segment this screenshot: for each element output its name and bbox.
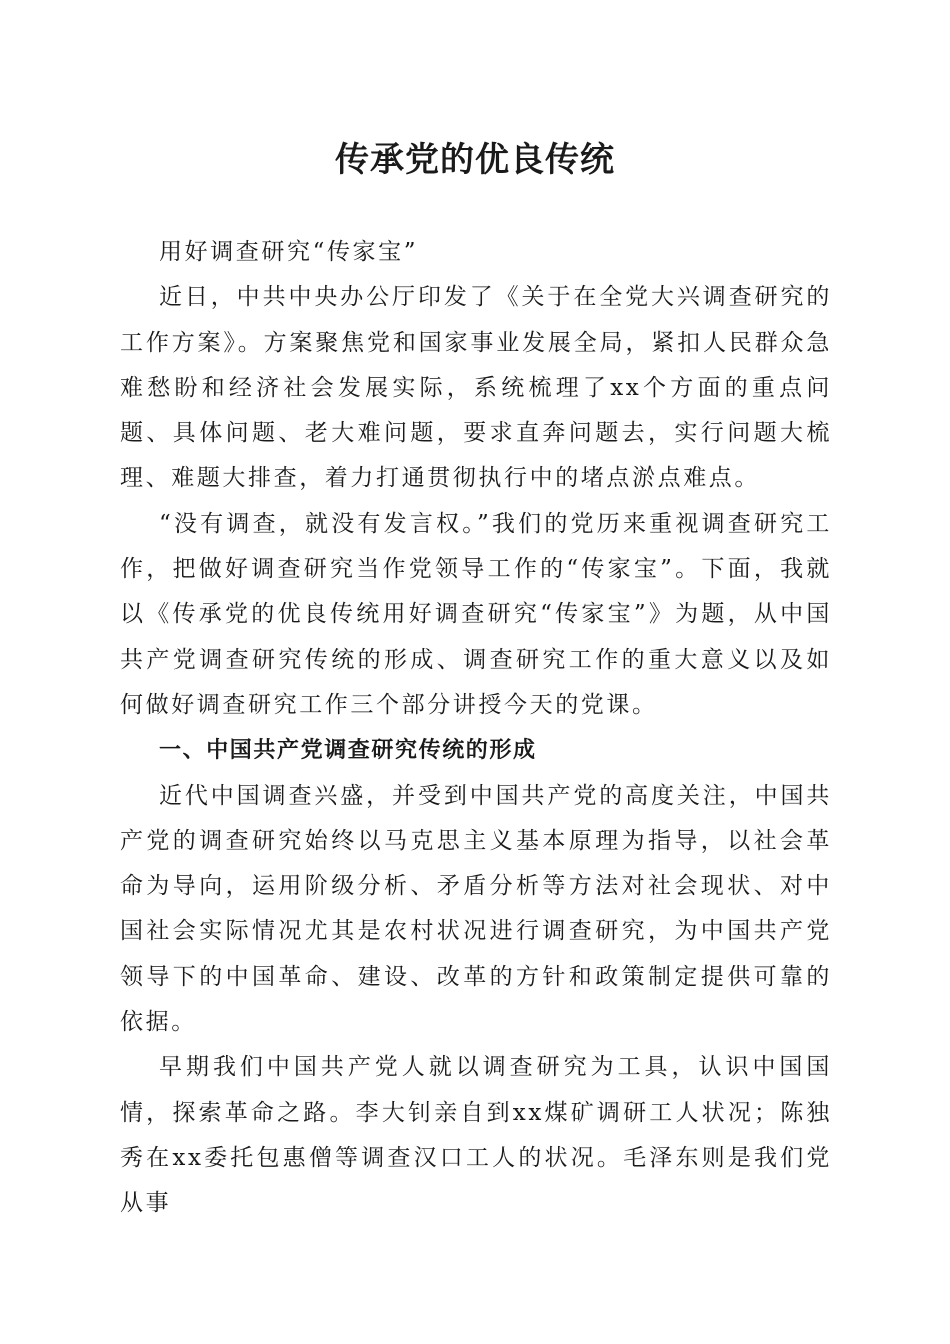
intro-paragraph-1: 近日，中共中央办公厅印发了《关于在全党大兴调查研究的工作方案》。方案聚焦党和国家事业发展全局，紧扣人民群众急难愁盼和经济社会发展实际，系统梳理了xx个方面的重点问题、具体问题、老大难问题，要求直奔问题去，实行问题大梳理、难题大排查，着力打通贯彻执行中的堵点淤点难点。 [120, 284, 832, 492]
section-heading-1: 一、中国共产党调查研究传统的形成 [159, 738, 537, 764]
section1-paragraph-1: 近代中国调查兴盛，并受到中国共产党的高度关注，中国共产党的调查研究始终以马克思主义基本原理为指导，以社会革命为导向，运用阶级分析、矛盾分析等方法对社会现状、对中国社会实际情况尤其是农村状况进行调查研究，为中国共产党领导下的中国革命、建设、改革的方针和政策制定提供可靠的依据。 [120, 782, 832, 1036]
document-body [120, 230, 832, 1227]
intro-paragraph-2: “没有调查，就没有发言权。”我们的党历来重视调查研究工作，把做好调查研究当作党领导工作的“传家宝”。下面，我就以《传承党的优良传统用好调查研究“传家宝”》为题，从中国共产党调查研究传统的形成、调查研究工作的重大意义以及如何做好调查研究工作三个部分讲授今天的党课。 [120, 510, 832, 718]
section1-paragraph-2: 早期我们中国共产党人就以调查研究为工具，认识中国国情，探索革命之路。李大钊亲自到xx煤矿调研工人状况；陈独秀在xx委托包惠僧等调查汉口工人的状况。毛泽东则是我们党从事 [120, 1054, 832, 1217]
document-title: 传承党的优良传统 [335, 140, 615, 180]
document-subtitle: 用好调查研究“传家宝” [159, 239, 419, 265]
